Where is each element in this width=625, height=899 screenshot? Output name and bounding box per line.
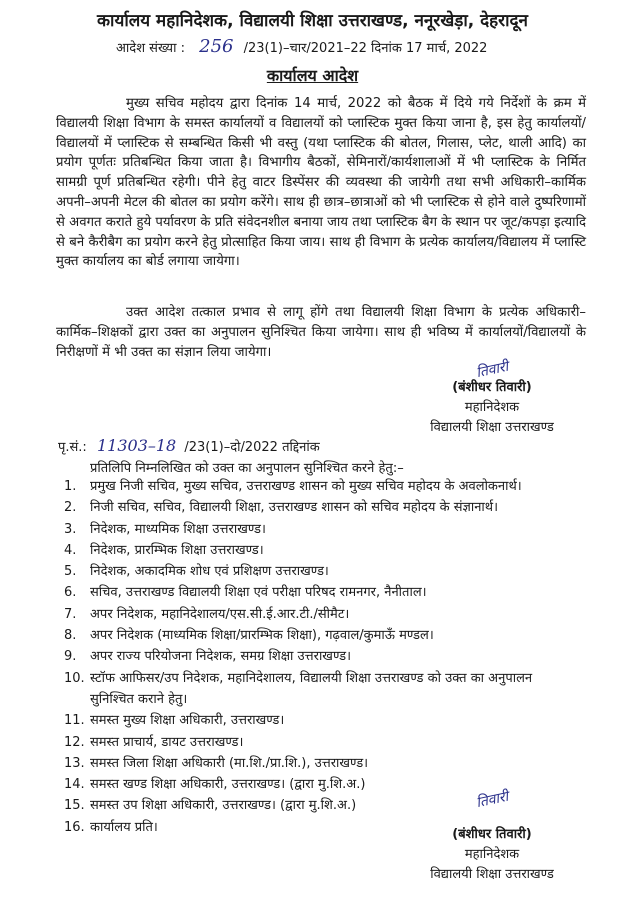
list-item-number: 16. [64,819,85,835]
list-item-text: अपर निदेशक, महानिदेशालय/एस.सी.ई.आर.टी./सीमैट। [90,606,350,622]
list-item-number: 8. [64,628,77,644]
list-item-number: 15. [64,798,85,814]
list-item-text: समस्त उप शिक्षा अधिकारी, उत्तराखण्ड। (द्वारा मु.शि.अ.) [90,798,357,814]
list-item-text: अपर राज्य परियोजना निदेशक, समग्र शिक्षा उत्तराखण्ड। [90,649,352,665]
list-item-number: 4. [64,542,77,558]
signature-initials: तिवारी [474,788,510,812]
list-item-number: 5. [64,564,77,580]
list-item-number: 9. [64,649,77,665]
list-item-number: 14. [64,777,85,793]
list-item [64,646,564,667]
list-item-number: 7. [64,606,77,622]
copy-reference-line [58,436,320,455]
list-item-text: समस्त खण्ड शिक्षा अधिकारी, उत्तराखण्ड। (द्वारा मु.शि.अ.) [90,777,366,793]
list-item [64,582,564,603]
signatory-designation: महानिदेशक [464,847,520,862]
list-item-number: 2. [64,500,77,516]
list-item-text: समस्त प्राचार्य, डायट उत्तराखण्ड। [90,734,244,750]
list-item-text: सचिव, उत्तराखण्ड विद्यालयी शिक्षा एवं परीक्षा परिषद रामनगर, नैनीताल। [90,585,427,601]
list-item-text: निजी सचिव, सचिव, विद्यालयी शिक्षा, उत्तराखण्ड शासन को सचिव महोदय के संज्ञानार्थ। [90,500,499,516]
signatory-designation: महानिदेशक [464,400,520,415]
list-item-number: 1. [64,479,77,494]
copy-recipient-list [64,476,564,838]
list-item [64,604,564,625]
list-item-text: निदेशक, माध्यमिक शिक्षा उत्तराखण्ड। [90,521,266,537]
signature-initials: तिवारी [474,358,510,382]
list-item [64,668,564,711]
list-item-text: अपर निदेशक (माध्यमिक शिक्षा/प्रारम्भिक शिक्षा), गढ़वाल/कुमाऊँ मण्डल। [90,628,434,644]
body-paragraph-1: मुख्य सचिव महोदय द्वारा दिनांक 14 मार्च, 2022 को बैठक में दिये गये निर्देशों के क्रम में विद्यालयी शिक्षा विभाग के समस्त कार्यालयों व विद्यालयों को प्लास्टिक मुक्त किया जाना है, इस हेतु कार्यालयों/विद्यालयों में प्लास्टिक से सम्बन्धित किसी भी वस्तु (यथा प्लास्टिक की बोतल, गिलास, प्लेट, थाली आदि) का प्रयोग पूर्णतः प्रतिबन्धित किया जाता है। विभागीय बैठकों, सेमिनारों/कार्यशालाओं में भी प्लास्टिक के निर्मित सामग्री पूर्ण प्रतिबन्धित रहेगी। पीने हेतु वाटर डिस्पेंसर की व्यवस्था की जायेगी तथा सभी अधिकारी–कार्मिक अपनी–अपनी मेटल की बोतल का प्रयोग करेंगे। साथ ही छात्र–छात्राओं को भी प्लास्टिक से होने वाले दुष्परिणामों से अवगत कराते हुये पर्यावरण के प्रति संवेदनशील बनाया जाय तथा प्लास्टिक बैग के स्थान पर जूट/कपड़ा इत्यादि से बने कैरीबैग का प्रयोग करने हेतु प्रोत्साहित किया जाय। साथ ही विभाग के प्रत्येक कार्यालय/विद्यालय में प्लास्टि मुक्त कार्यालय का बोर्ड लगाया जायेगा। [56,96,586,270]
list-item [64,497,564,518]
signatory-name: (बंशीधर तिवारी) [452,827,532,842]
list-item-text: समस्त जिला शिक्षा अधिकारी (मा.शि./प्रा.शि.), उत्तराखण्ड। [90,755,369,771]
order-reference: /23(1)–चार/2021–22 दिनांक 17 मार्च, 2022 [243,41,488,56]
list-item [64,625,564,646]
signatory-name: (बंशीधर तिवारी) [452,380,532,395]
order-number-label: आदेश संख्या : [116,41,185,56]
document-title: कार्यालय आदेश [266,66,359,85]
list-item [64,561,564,582]
signature-block [392,825,592,885]
list-item [64,476,564,497]
signatory-department: विद्यालयी शिक्षा उत्तराखण्ड [430,867,554,882]
list-item-text: स्टॉफ आफिसर/उप निदेशक, महानिदेशालय, विद्यालयी शिक्षा उत्तराखण्ड को उक्त का अनुपालन सुनिश्चित कराने हेतु। [90,670,533,707]
list-item-number: 10. [64,670,85,686]
copy-reference: /23(1)–दो/2022 तद्दिनांक [184,440,320,455]
list-item-text: निदेशक, अकादमिक शोध एवं प्रशिक्षण उत्तराखण्ड। [90,564,329,580]
body-paragraph-2: उक्त आदेश तत्काल प्रभाव से लागू होंगे तथा विद्यालयी शिक्षा विभाग के प्रत्येक अधिकारी–कार्मिक–शिक्षकों द्वारा उक्त का अनुपालन सुनिश्चित किया जायेगा। साथ ही भविष्य में कार्यालयों/विद्यालयों के निरीक्षणों में भी उक्त का संज्ञान लिया जायेगा। [56,305,586,360]
list-item-number: 3. [64,521,77,537]
list-item-text: कार्यालय प्रति। [90,819,158,835]
list-item-number: 13. [64,755,85,771]
list-item-number: 6. [64,585,77,601]
list-item [64,519,564,540]
list-item [64,540,564,561]
list-item-text: निदेशक, प्रारम्भिक शिक्षा उत्तराखण्ड। [90,542,264,558]
list-item-text: प्रमुख निजी सचिव, मुख्य सचिव, उत्तराखण्ड शासन को मुख्य सचिव महोदय के अवलोकनार्थ। [90,479,522,494]
copy-number-handwritten: 11303–18 [96,436,177,455]
signature-block [392,378,592,438]
list-item [64,710,564,731]
office-header: कार्यालय महानिदेशक, विद्यालयी शिक्षा उत्तराखण्ड, ननूरखेड़ा, देहरादून [97,11,528,31]
list-item-text: समस्त मुख्य शिक्षा अधिकारी, उत्तराखण्ड। [90,713,285,729]
list-item [64,732,564,753]
order-number-handwritten: 256 [199,36,234,57]
list-item-number: 12. [64,734,85,750]
copy-number-label: पृ.सं.: [58,440,87,455]
list-item-number: 11. [64,713,85,729]
signatory-department: विद्यालयी शिक्षा उत्तराखण्ड [430,420,554,435]
order-reference-line [116,36,487,57]
list-item [64,753,564,774]
copy-intro: प्रतिलिपि निम्नलिखित को उक्त का अनुपालन सुनिश्चित करने हेतु:– [90,461,404,476]
